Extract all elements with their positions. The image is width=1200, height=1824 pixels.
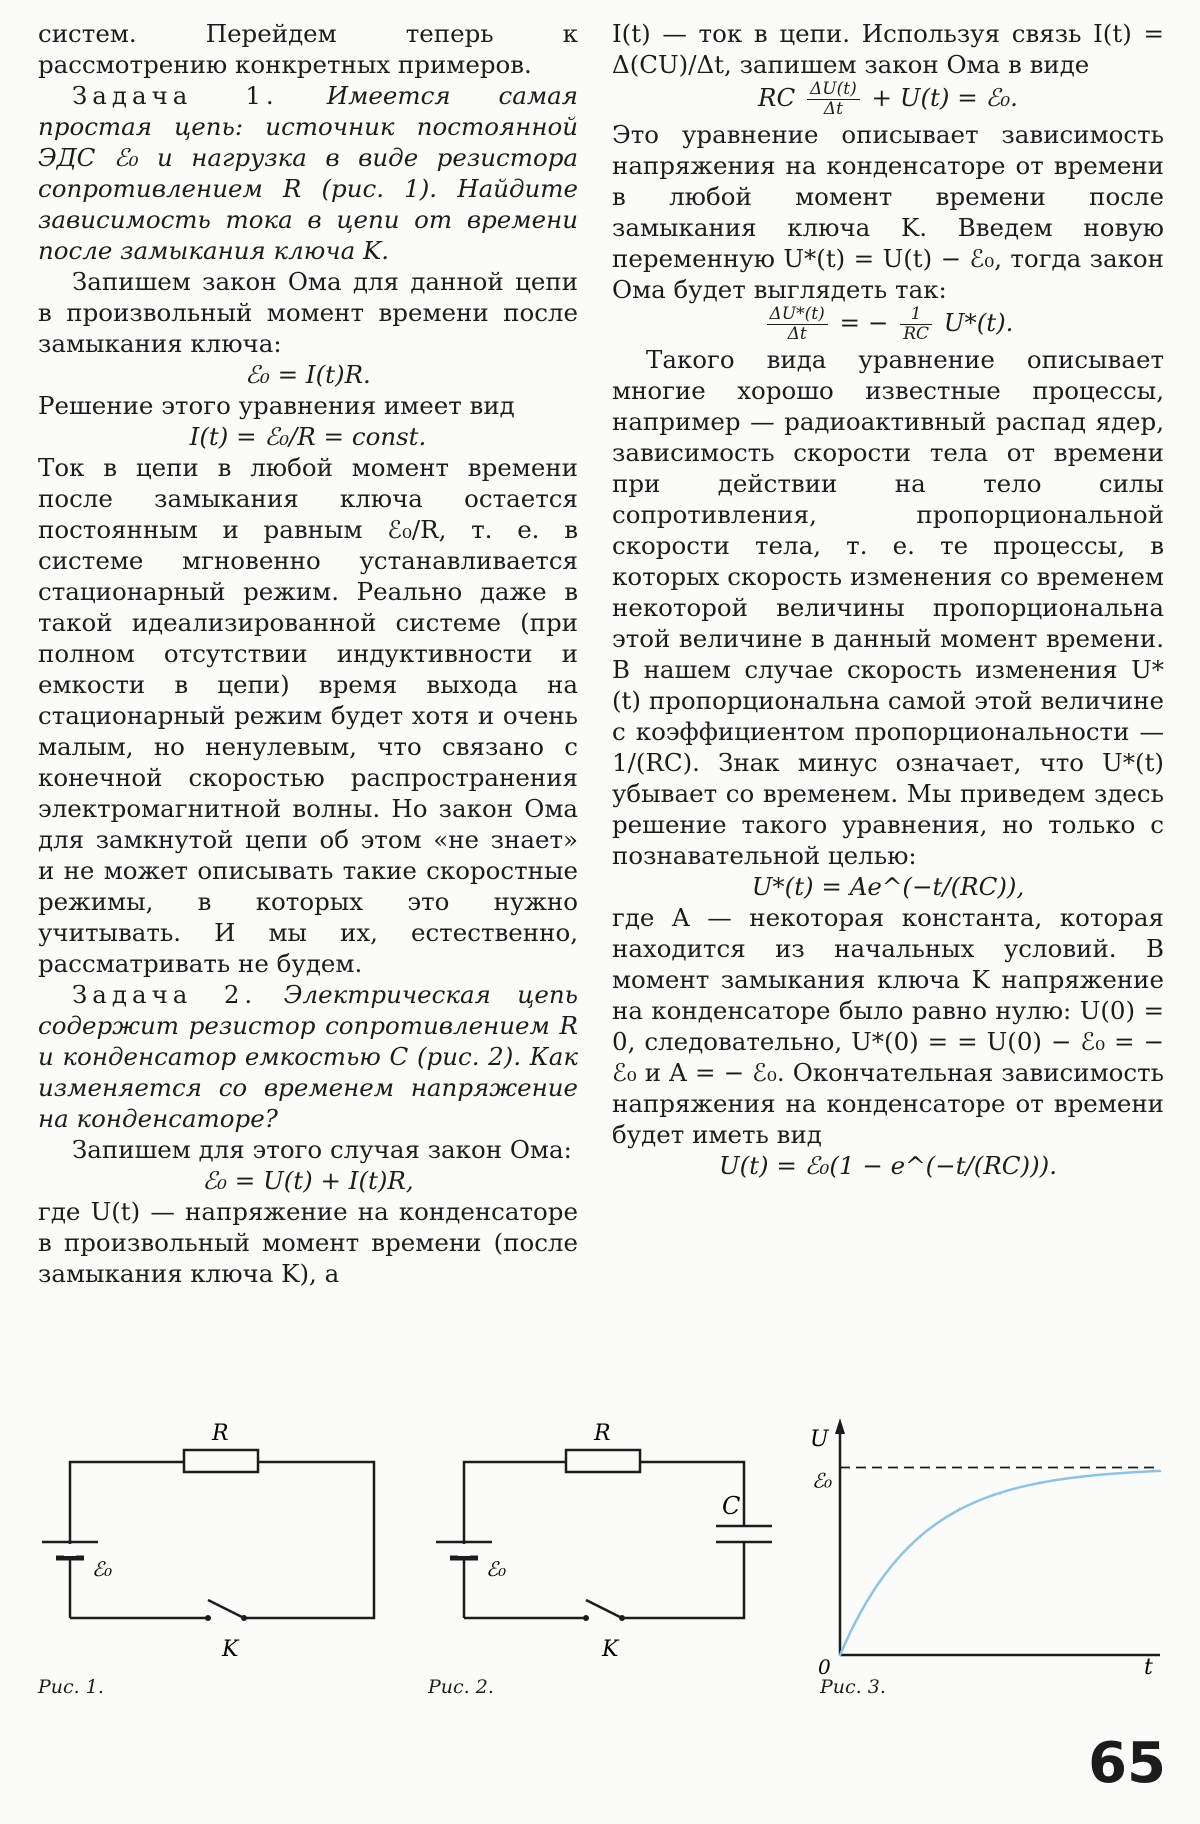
resistor xyxy=(566,1450,640,1472)
data-point xyxy=(839,1654,841,1656)
task2-text: Электрическая цепь содержит резистор сопротивлением R и конденсатор емкостью C (рис. 2). Как изменяется со временем напряжение на конденсаторе? xyxy=(38,980,579,1133)
figure-1-caption: Рис. 1. xyxy=(38,1676,104,1698)
switch xyxy=(586,1600,622,1618)
fraction-den: RC xyxy=(903,324,929,344)
fraction-num: ΔU(t) xyxy=(807,80,860,100)
equation: ℰ₀ = U(t) + I(t)R, xyxy=(202,1166,414,1195)
fraction xyxy=(807,80,860,119)
data-point xyxy=(1159,1470,1161,1472)
switch xyxy=(208,1600,244,1618)
figure-3-chart xyxy=(800,1410,1180,1680)
source-label: ℰ₀ xyxy=(92,1557,113,1581)
y-axis-label: U xyxy=(810,1427,829,1452)
source-label: ℰ₀ xyxy=(486,1557,507,1581)
fraction xyxy=(900,305,932,344)
data-point xyxy=(959,1508,961,1510)
paragraph: Ток в цепи в любой момент времени после замыкания ключа остается постоянным и равным ℰ₀/R, т. е. в системе мгновенно устанавливается стационарный режим. Реально даже в такой идеализированной системе (при полном отсутствии индуктивности и емкости в цепи) время выхода на стационарный режим будет хотя и очень малым, но ненулевым, что связано с конечной скоростью распространения электромагнитной волны. Но закон Ома для замкнутой цепи об этом «не знает» и не может описывать такие скоростные режимы, в которых это нужно учитывать. И мы их, естественно, рассматривать не будем. xyxy=(38,453,578,978)
wire xyxy=(244,1462,374,1618)
fraction-den: Δt xyxy=(823,99,843,119)
equation: U*(t) = Ae^(−t/(RC)), xyxy=(751,872,1025,901)
paragraph: где U(t) — напряжение на конденсаторе в произвольный момент времени (после замыкания ключа K), а xyxy=(38,1197,578,1288)
data-point xyxy=(919,1536,921,1538)
task2 xyxy=(38,979,578,1134)
paragraph: Запишем закон Ома для данной цепи в произвольный момент времени после замыкания ключа: xyxy=(38,267,578,358)
wire-gap xyxy=(458,1544,470,1556)
figure-3-caption: Рис. 3. xyxy=(820,1676,886,1698)
right-column xyxy=(612,18,1164,1181)
page-number: 65 xyxy=(1088,1731,1166,1796)
switch-contact xyxy=(619,1615,625,1621)
equation: ℰ₀ = I(t)R. xyxy=(245,360,371,389)
x-axis-label: t xyxy=(1144,1655,1153,1680)
equation: U(t) = ℰ₀(1 − e^(−t/(RC))). xyxy=(718,1151,1058,1180)
key-label: K xyxy=(602,1637,619,1662)
task1-text: Имеется самая простая цепь: источник постоянной ЭДС ℰ₀ и нагрузка в виде резистора сопротивлением R (рис. 1). Найдите зависимость тока в цепи от времени после замыкания ключа K. xyxy=(38,81,578,265)
eq-part: = − xyxy=(839,308,889,337)
paragraph: Решение этого уравнения имеет вид xyxy=(38,391,515,420)
resistor xyxy=(184,1450,258,1472)
switch-contact xyxy=(205,1615,211,1621)
figure-2-circuit xyxy=(426,1418,796,1678)
paragraph: I(t) — ток в цепи. Используя связь I(t) = Δ(CU)/Δt, запишем закон Ома в виде xyxy=(612,19,1164,79)
paragraph: Это уравнение описывает зависимость напряжения на конденсаторе от времени в любой момент времени после замыкания ключа K. Введем новую переменную U*(t) = U(t) − ℰ₀, тогда закон Ома будет выглядеть так: xyxy=(612,120,1164,304)
paragraph: Такого вида уравнение описывает многие хорошо известные процессы, например — радиоактивный распад ядер, зависимость скорости тела от времени при действии на тело силы сопротивления, пропорциональной скорости тела, т. е. те процессы, в которых скорость изменения со временем некоторой величины пропорциональна этой величине в данный момент времени. В нашем случае скорость изменения U*(t) пропорциональна самой этой величине с коэффициентом пропорциональности — 1/(RC). Знак минус означает, что U*(t) убывает со временем. Мы приведем здесь решение такого уравнения, но только с познавательной целью: xyxy=(612,345,1164,870)
origin-label: 0 xyxy=(818,1655,831,1679)
figure-1-circuit xyxy=(36,1418,396,1678)
equation xyxy=(612,80,1164,119)
equation xyxy=(612,305,1164,344)
eq-part: U*(t). xyxy=(943,308,1014,337)
wire xyxy=(622,1542,744,1618)
y-axis-arrow-icon xyxy=(835,1418,845,1434)
fraction-num: 1 xyxy=(900,305,932,325)
switch-contact xyxy=(583,1615,589,1621)
paragraph: где A — некоторая константа, которая находится из начальных условий. В момент замыкания ключа K напряжение на конденсаторе было равно нулю: U(0) = 0, следовательно, U*(0) = = U(0) − ℰ₀ = − ℰ₀ и A = − ℰ₀. Окончательная зависимость напряжения на конденсаторе от времени будет иметь вид xyxy=(612,903,1164,1149)
wire xyxy=(464,1462,566,1618)
fraction-num: ΔU*(t) xyxy=(767,305,828,325)
fraction xyxy=(767,305,828,344)
task1-label: Задача 1. xyxy=(72,81,279,110)
data-point xyxy=(879,1581,881,1583)
eq-part: RC xyxy=(758,83,796,112)
paragraph: Запишем для этого случая закон Ома: xyxy=(72,1135,572,1164)
task2-label: Задача 2. xyxy=(72,980,258,1009)
wire xyxy=(70,1462,184,1618)
left-column xyxy=(38,18,578,1289)
equation: I(t) = ℰ₀/R = const. xyxy=(189,422,427,451)
data-point xyxy=(1119,1472,1121,1474)
asymptote-label: ℰ₀ xyxy=(812,1468,833,1493)
data-point xyxy=(999,1493,1001,1495)
paragraph: систем. Перейдем теперь к рассмотрению конкретных примеров. xyxy=(38,19,578,79)
fraction-den: Δt xyxy=(787,324,807,344)
figure-2-caption: Рис. 2. xyxy=(428,1676,494,1698)
switch-contact xyxy=(241,1615,247,1621)
data-point xyxy=(1079,1476,1081,1478)
key-label: K xyxy=(222,1637,239,1662)
resistor-label: R xyxy=(212,1421,229,1446)
wire-gap xyxy=(64,1544,76,1556)
series-line-voltage xyxy=(840,1471,1160,1655)
resistor-label: R xyxy=(594,1421,611,1446)
capacitor-label: C xyxy=(722,1492,741,1520)
eq-part: + U(t) = ℰ₀. xyxy=(871,83,1018,112)
data-point xyxy=(1039,1481,1041,1483)
task1 xyxy=(38,80,578,266)
